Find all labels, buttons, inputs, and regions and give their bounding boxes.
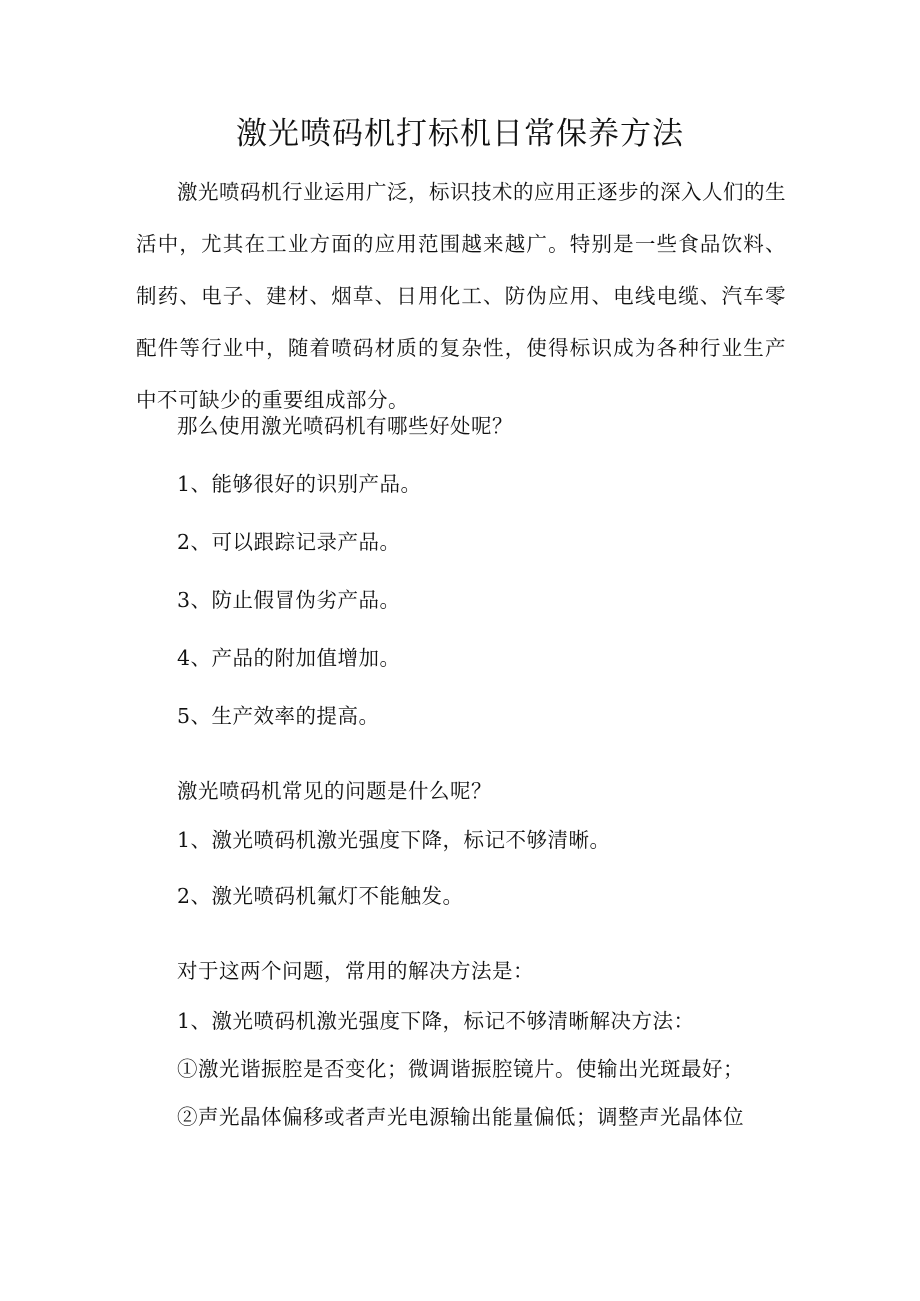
solution-item: ①激光谐振腔是否变化；微调谐振腔镜片。使输出光斑最好； [177, 1057, 744, 1081]
benefit-item: 2、可以跟踪记录产品。 [177, 530, 401, 554]
benefits-question: 那么使用激光喷码机有哪些好处呢？ [177, 414, 513, 438]
page-title: 激光喷码机打标机日常保养方法 [236, 116, 684, 152]
solution-item: 1、激光喷码机激光强度下降，标记不够清晰解决方法： [177, 1009, 695, 1033]
problems-question: 激光喷码机常见的问题是什么呢？ [177, 779, 492, 803]
benefit-item: 5、生产效率的提高。 [177, 704, 380, 728]
benefit-item: 3、防止假冒伪劣产品。 [177, 588, 401, 612]
intro-paragraph: 激光喷码机行业运用广泛，标识技术的应用正逐步的深入人们的生活中，尤其在工业方面的应用范围越来越广。特别是一些食品饮料、制药、电子、建材、烟草、日用化工、防伪应用、电线电缆、汽车零配件等行业中，随着喷码材质的复杂性，使得标识成为各种行业生产中不可缺少的重要组成部分。 [136, 180, 786, 412]
solution-item: ②声光晶体偏移或者声光电源输出能量偏低；调整声光晶体位 [177, 1105, 744, 1129]
problem-item: 2、激光喷码机氟灯不能触发。 [177, 884, 464, 908]
problem-item: 1、激光喷码机激光强度下降，标记不够清晰。 [177, 828, 611, 852]
benefit-item: 4、产品的附加值增加。 [177, 646, 401, 670]
solutions-heading: 对于这两个问题，常用的解决方法是： [177, 959, 534, 983]
benefit-item: 1、能够很好的识别产品。 [177, 472, 422, 496]
